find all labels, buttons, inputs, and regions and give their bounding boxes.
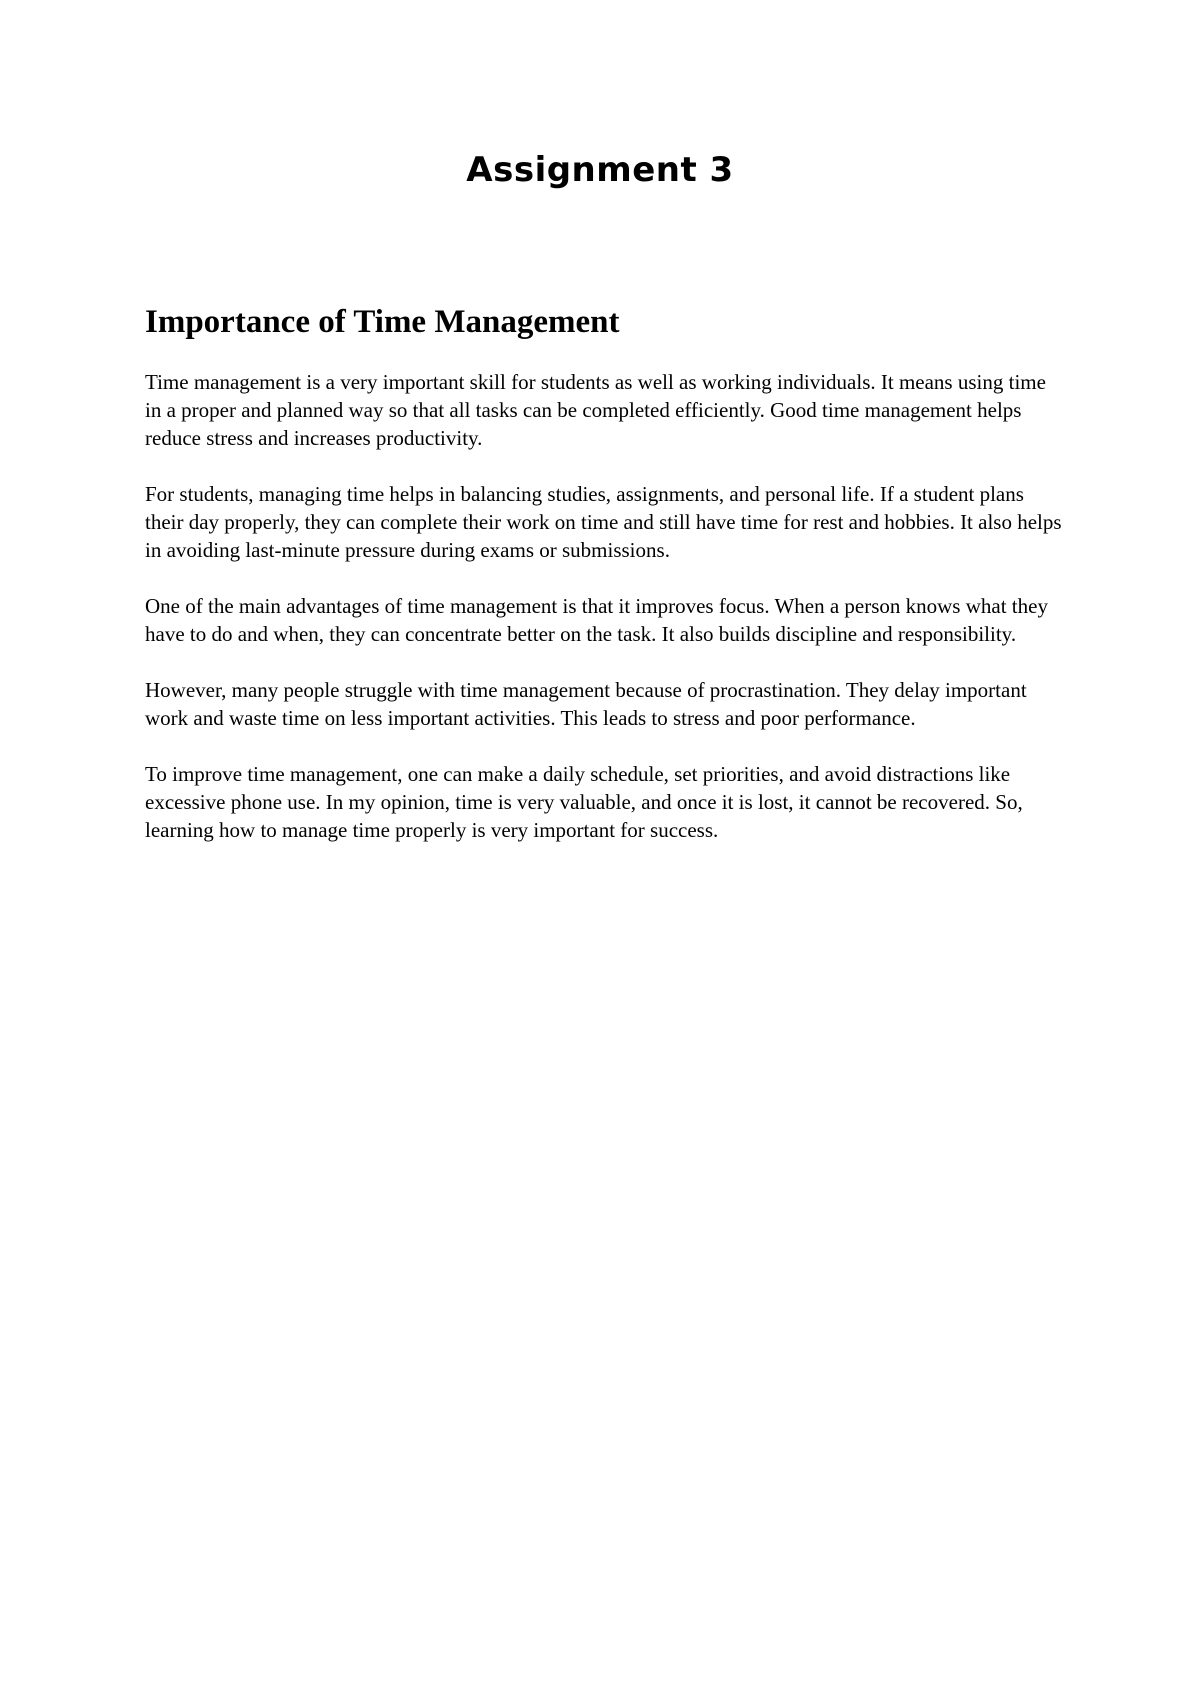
document-body xyxy=(145,302,1065,872)
section-heading: Importance of Time Management xyxy=(145,304,620,340)
paragraph-5: To improve time management, one can make a daily schedule, set priorities, and avoid distractions like excessive phone use. In my opinion, time is very valuable, and once it is lost, it cannot be recovered. So, learning how to manage time properly is very important for success. xyxy=(145,762,1023,842)
document-title: Assignment 3 xyxy=(466,150,734,190)
paragraph-4: However, many people struggle with time management because of procrastination. They delay important work and waste time on less important activities. This leads to stress and poor performance. xyxy=(145,678,1027,730)
paragraph-3: One of the main advantages of time management is that it improves focus. When a person knows what they have to do and when, they can concentrate better on the task. It also builds discipline and responsibility. xyxy=(145,594,1048,646)
paragraph-1: Time management is a very important skill for students as well as working individuals. It means using time in a proper and planned way so that all tasks can be completed efficiently. Good time management helps reduce stress and increases productivity. xyxy=(145,370,1046,450)
paragraph-2: For students, managing time helps in balancing studies, assignments, and personal life. If a student plans their day properly, they can complete their work on time and still have time for rest and hobbies. It also helps in avoiding last-minute pressure during exams or submissions. xyxy=(145,482,1062,562)
